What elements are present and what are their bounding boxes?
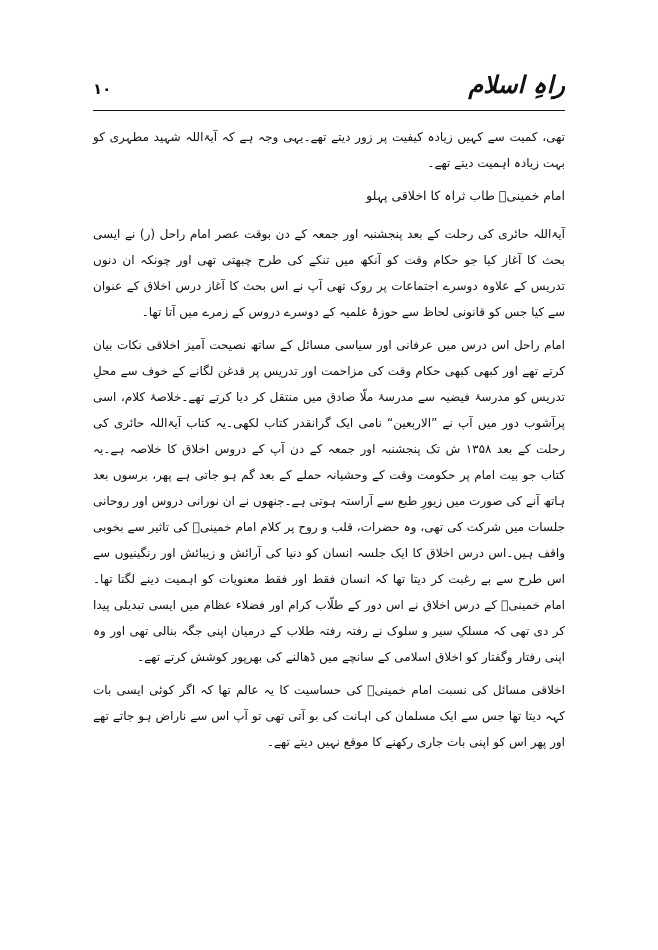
- paragraph: اخلاقی مسائل کی نسبت امام خمینیؒ کی حساسیت کا یہ عالم تھا کہ اگر کوئی ایسی بات کہہ دیتا تھا جس سے ایک مسلمان کی اہانت کی بو آتی تھی تو آپ اس سے ناراض ہو جاتے تھے اور پھر اس کو اپنی بات جاری رکھنے کا موقع نہیں دیتے تھے۔: [93, 683, 565, 749]
- paragraph: امام راحل اس درس میں عرفانی اور سیاسی مسائل کے ساتھ نصیحت آمیز اخلاقی نکات بیان کرتے تھے اور کبھی کبھی حکام وقت کی مزاحمت اور تدریس پر قدغن لگانے کے خوف سے محلِ تدریس کو مدرسۂ فیضیہ سے مدرسۂ ملّا صادق میں منتقل کر دیا کرتے تھے۔خلاصۂ کلام، اسی پرآشوب دور میں آپ نے ”الاربعین“ نامی ایک گرانقدر کتاب لکھی۔یہ کتاب آیۃاللہ حائری کی رحلت کے بعد ۱۳۵۸ ش تک پنجشنبہ اور جمعہ کے دن آپ کے دروس اخلاق کا خلاصہ ہے۔یہ کتاب جو بیت امام پر حکومت وقت کے وحشیانہ حملے کے بعد گم ہو جاتی ہے پھر، برسوں بعد ہاتھ آنے کی صورت میں زیورِ طبع سے آراستہ ہوتی ہے۔جنھوں نے ان نورانی دروس اور روحانی جلسات میں شرکت کی تھی، وہ حضرات، قلب و روح پر کلام امام خمینیؒ کی تاثیر سے بخوبی واقف ہیں۔اس درس اخلاق کا ایک جلسہ انسان کو دنیا کی آرائش و زیبائش اور رنگینیوں سے اس طرح سے بے رغبت کر دیتا تھا کہ انسان فقط اور فقط معنویات کو اہمیت دینے لگتا تھا۔امام خمینیؒ کے درس اخلاق نے اس دور کے طلّاب کرام اور فضلاء عظام میں ایسی تبدیلی پیدا کر دی تھی کہ مسلکِ سیر و سلوک نے رفتہ رفتہ طلاب کے درمیان اپنی جگہ بنالی تھی اور وہ اپنی رفتار وگفتار کو اخلاق اسلامی کے سانچے میں ڈھالنے کی بھرپور کوشش کرتے تھے۔: [93, 338, 565, 664]
- paragraph-continuation: تھی، کمیت سے کہیں زیادہ کیفیت پر زور دیتے تھے۔یہی وجہ ہے کہ آیۃاللہ شہید مطہری کو بہت زیادہ اہمیت دیتے تھے۔: [93, 130, 565, 170]
- article-body: [93, 124, 565, 762]
- journal-title: راہِ اسلام: [468, 70, 565, 99]
- paragraph: آیۃاللہ حائری کی رحلت کے بعد پنجشنبہ اور جمعہ کے دن بوقت عصر امام راحل (ر) نے ایسی بحث کا آغاز کیا جو حکام وقت کو آنکھ میں تنکے کی طرح چبھتی تھی اور چونکہ ان دنوں تدریس کے علاوہ دوسرے اجتماعات پر روک تھی آپ نے اس بحث کا آغاز درس اخلاق کے عنوان سے کیا جس کو قانونی لحاظ سے حوزۂ علمیہ کے دوسرے دروس کے زمرے میں آتا تھا۔: [93, 227, 565, 319]
- page-number: ۱۰: [93, 80, 112, 98]
- page-header: [93, 70, 565, 114]
- header-rule: [93, 110, 565, 111]
- section-heading: امام خمینیؒ طاب ثراہ کا اخلاقی پہلو: [366, 188, 565, 203]
